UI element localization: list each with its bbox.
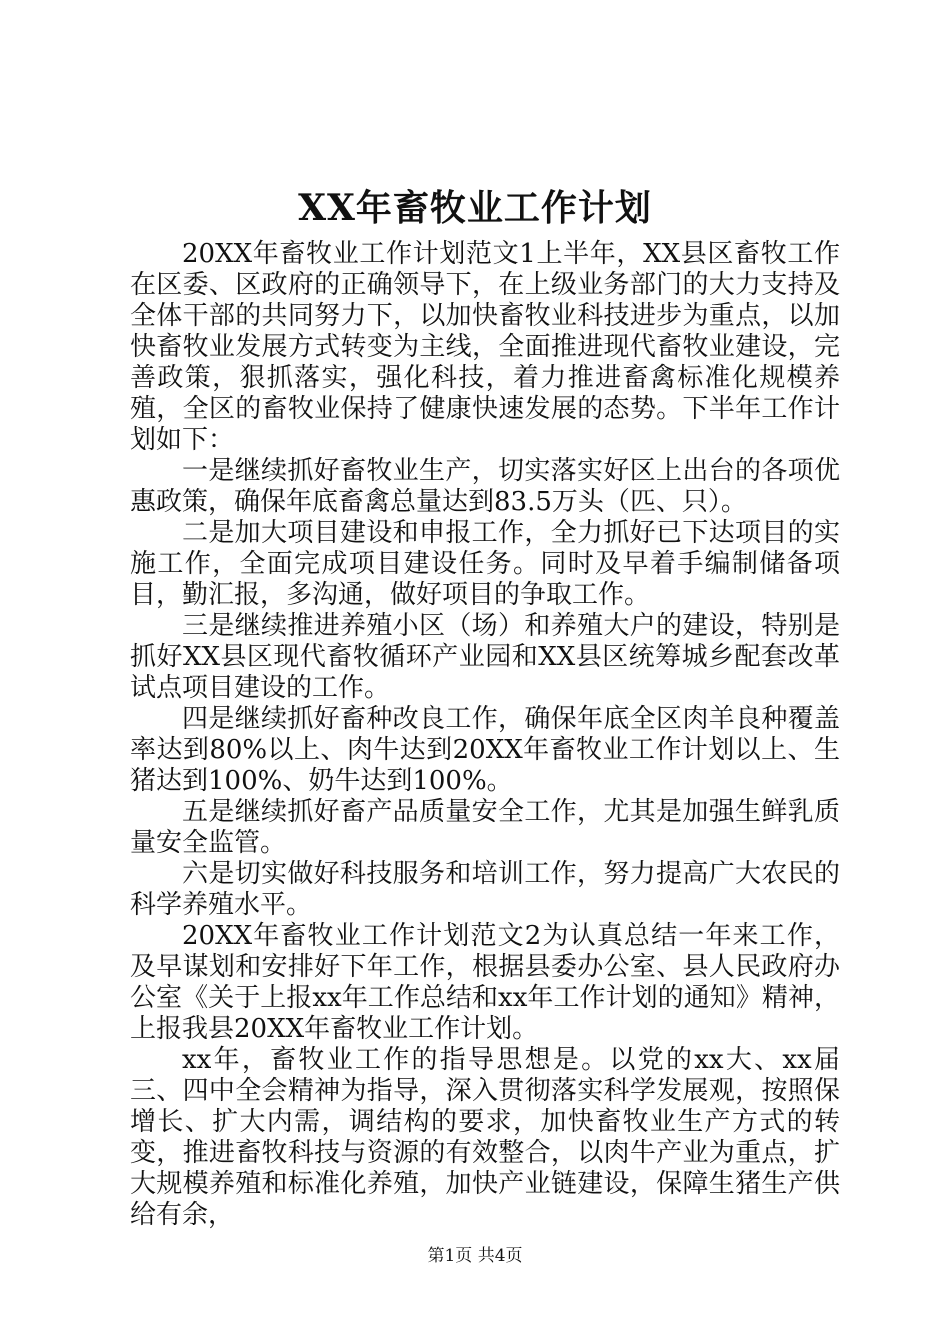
page-number-footer: 第1页 共4页 [427, 1246, 523, 1266]
paragraph: 四是继续抓好畜种改良工作，确保年底全区肉羊良种覆盖率达到80%以上、肉牛达到20XX年畜牧业工作计划以上、生猪达到100%、奶牛达到100%。 [130, 704, 840, 796]
paragraph: 六是切实做好科技服务和培训工作，努力提高广大农民的科学养殖水平。 [130, 859, 840, 920]
paragraph: 三是继续推进养殖小区（场）和养殖大户的建设，特别是抓好XX县区现代畜牧循环产业园和XX县区统筹城乡配套改革试点项目建设的工作。 [130, 611, 840, 703]
paragraph: 一是继续抓好畜牧业生产，切实落实好区上出台的各项优惠政策，确保年底畜禽总量达到83.5万头（匹、只）。 [130, 456, 840, 517]
document-body [130, 239, 840, 1231]
document-title: XX年畜牧业工作计划 [298, 187, 652, 229]
paragraph: 二是加大项目建设和申报工作，全力抓好已下达项目的实施工作，全面完成项目建设任务。同时及早着手编制储备项目，勤汇报，多沟通，做好项目的争取工作。 [130, 518, 840, 610]
paragraph: 五是继续抓好畜产品质量安全工作，尤其是加强生鲜乳质量安全监管。 [130, 797, 840, 858]
paragraph: xx年，畜牧业工作的指导思想是。以党的xx大、xx届三、四中全会精神为指导，深入贯彻落实科学发展观，按照保增长、扩大内需，调结构的要求，加快畜牧业生产方式的转变，推进畜牧科技与资源的有效整合，以肉牛产业为重点，扩大规模养殖和标准化养殖，加快产业链建设，保障生猪生产供给有余， [130, 1045, 840, 1230]
paragraph: 20XX年畜牧业工作计划范文2为认真总结一年来工作，及早谋划和安排好下年工作，根据县委办公室、县人民政府办公室《关于上报xx年工作总结和xx年工作计划的通知》精神，上报我县20XX年畜牧业工作计划。 [130, 921, 840, 1044]
paragraph: 20XX年畜牧业工作计划范文1上半年，XX县区畜牧工作在区委、区政府的正确领导下，在上级业务部门的大力支持及全体干部的共同努力下，以加快畜牧业科技进步为重点，以加快畜牧业发展方式转变为主线，全面推进现代畜牧业建设，完善政策，狠抓落实，强化科技，着力推进畜禽标准化规模养殖，全区的畜牧业保持了健康快速发展的态势。下半年工作计划如下： [130, 239, 840, 455]
